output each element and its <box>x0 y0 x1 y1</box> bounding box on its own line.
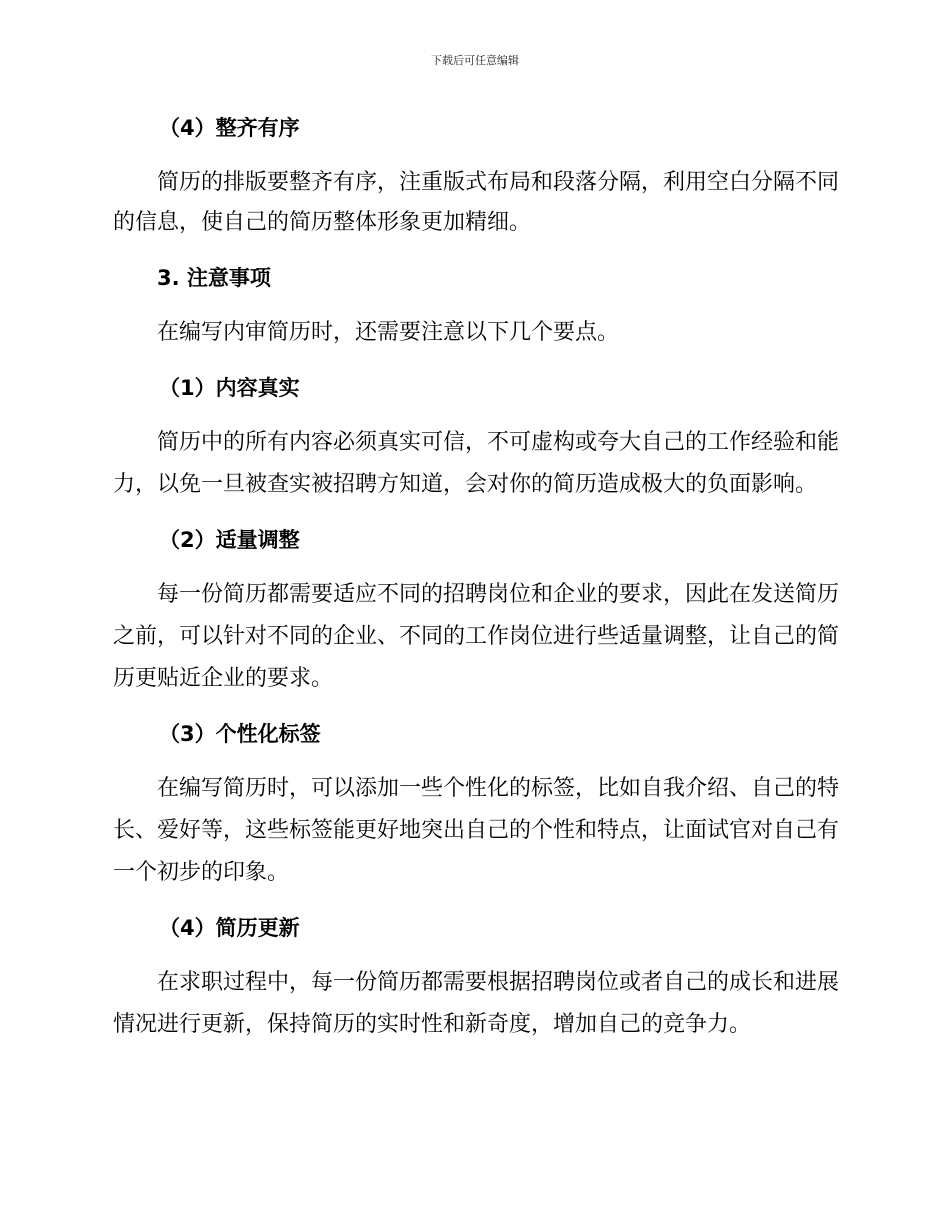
paragraph-line: 情况进行更新，保持简历的实时性和新奇度，增加自己的竞争力。 <box>113 1012 752 1037</box>
section-heading-tidy-order: （4）整齐有序 <box>159 116 300 140</box>
paragraph-line: 之前，可以针对不同的企业、不同的工作岗位进行些适量调整，让自己的简 <box>113 624 840 649</box>
paragraph-line: 力，以免一旦被查实被招聘方知道，会对你的简历造成极大的负面影响。 <box>113 472 818 497</box>
paragraph-line: 的信息，使自己的简历整体形象更加精细。 <box>113 210 532 235</box>
paragraph-line: 在编写内审简历时，还需要注意以下几个要点。 <box>157 320 620 345</box>
section-heading-resume-update: （4）简历更新 <box>159 916 300 940</box>
page-header: 下载后可任意编辑 <box>431 54 519 67</box>
paragraph-line: 长、爱好等，这些标签能更好地突出自己的个性和特点，让面试官对自己有 <box>113 818 840 843</box>
section-heading-personal-tags: （3）个性化标签 <box>159 722 321 746</box>
paragraph-line: 一个初步的印象。 <box>113 860 290 885</box>
paragraph-line: 每一份简历都需要适应不同的招聘岗位和企业的要求，因此在发送简历 <box>157 582 840 607</box>
paragraph-line: 历更贴近企业的要求。 <box>113 666 334 691</box>
paragraph-line: 简历的排版要整齐有序，注重版式布局和段落分隔，利用空白分隔不同 <box>157 170 840 195</box>
paragraph-line: 在求职过程中，每一份简历都需要根据招聘岗位或者自己的成长和进展 <box>157 970 840 995</box>
section-heading-notes: 3. 注意事项 <box>157 266 271 290</box>
paragraph-line: 简历中的所有内容必须真实可信，不可虚构或夸大自己的工作经验和能 <box>157 430 840 455</box>
section-heading-truthful-content: （1）内容真实 <box>159 376 300 400</box>
section-heading-adjustment: （2）适量调整 <box>159 528 300 552</box>
paragraph-line: 在编写简历时，可以添加一些个性化的标签，比如自我介绍、自己的特 <box>157 776 840 801</box>
